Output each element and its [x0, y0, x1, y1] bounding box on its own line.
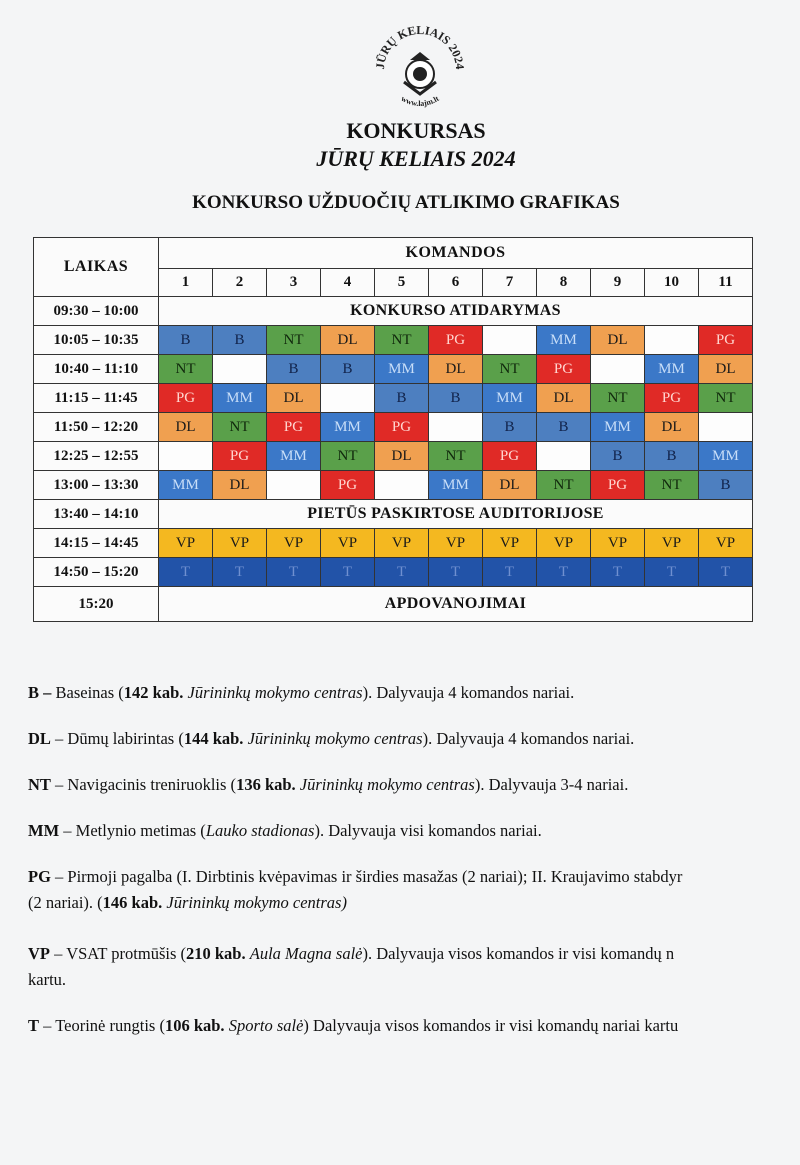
team-number: 2 — [213, 268, 267, 296]
legend-line — [28, 818, 800, 844]
task-cell: T — [375, 558, 429, 587]
event-span: PIETŪS PASKIRTOSE AUDITORIJOSE — [159, 500, 753, 529]
task-cell: B — [321, 355, 375, 384]
time-slot: 13:00 – 13:30 — [34, 471, 159, 500]
team-number: 8 — [537, 268, 591, 296]
legend-text: 146 kab. — [102, 893, 167, 912]
schedule-row — [34, 355, 753, 384]
task-cell: PG — [591, 471, 645, 500]
task-cell: VP — [159, 529, 213, 558]
schedule-row — [34, 529, 753, 558]
task-cell: PG — [375, 413, 429, 442]
legend-text: 144 kab. — [183, 729, 248, 748]
task-cell: VP — [537, 529, 591, 558]
task-cell: DL — [591, 326, 645, 355]
legend-text: B – — [28, 683, 56, 702]
legend-line — [28, 967, 800, 993]
task-cell: NT — [267, 326, 321, 355]
svg-text:www.lajm.lt — [399, 94, 440, 108]
task-cell: NT — [213, 413, 267, 442]
task-cell: NT — [375, 326, 429, 355]
task-cell — [213, 355, 267, 384]
competition-logo — [370, 22, 470, 112]
task-cell: T — [159, 558, 213, 587]
legend-text: MM — [28, 821, 60, 840]
task-cell — [483, 326, 537, 355]
task-cell: DL — [537, 384, 591, 413]
schedule-row — [34, 587, 753, 622]
logo-ring-text: JŪRŲ KELIAIS 2024 — [372, 22, 468, 70]
time-slot: 13:40 – 14:10 — [34, 500, 159, 529]
time-column-header: LAIKAS — [34, 238, 159, 297]
schedule-row — [34, 442, 753, 471]
task-cell: DL — [429, 355, 483, 384]
legend-text: T — [28, 1016, 40, 1035]
task-cell: T — [645, 558, 699, 587]
legend-text: ). Dalyvauja visos komandos ir visi komandų n — [362, 944, 675, 963]
task-cell: PG — [159, 384, 213, 413]
legend-text: kartu. — [28, 970, 67, 989]
team-number: 6 — [429, 268, 483, 296]
task-cell: VP — [267, 529, 321, 558]
task-cell: DL — [483, 471, 537, 500]
legend-line — [28, 680, 800, 706]
task-cell: MM — [159, 471, 213, 500]
schedule-row — [34, 413, 753, 442]
legend-text: ) Dalyvauja visos komandos ir visi komandų nariai kartu — [303, 1016, 679, 1035]
legend-text: DL — [28, 729, 51, 748]
task-cell — [645, 326, 699, 355]
legend-text: Lauko stadionas — [205, 821, 315, 840]
task-cell — [429, 413, 483, 442]
task-cell: PG — [537, 355, 591, 384]
task-cell: B — [213, 326, 267, 355]
task-cell: VP — [645, 529, 699, 558]
schedule-table — [33, 237, 753, 622]
task-cell: NT — [537, 471, 591, 500]
task-cell: B — [591, 442, 645, 471]
task-cell: MM — [267, 442, 321, 471]
team-number: 4 — [321, 268, 375, 296]
legend-text: ). Dalyvauja 4 komandos nariai. — [422, 729, 635, 748]
team-number: 10 — [645, 268, 699, 296]
task-cell: B — [267, 355, 321, 384]
task-cell — [267, 471, 321, 500]
task-cell: MM — [429, 471, 483, 500]
schedule-row — [34, 326, 753, 355]
task-cell — [321, 384, 375, 413]
legend-text: Jūrininkų mokymo centras — [247, 729, 423, 748]
legend-line — [28, 890, 800, 916]
task-cell: VP — [591, 529, 645, 558]
legend-text: – VSAT protmūšis ( — [50, 944, 186, 963]
task-cell: T — [483, 558, 537, 587]
time-slot: 14:50 – 15:20 — [34, 558, 159, 587]
legend-text: Jūrininkų mokymo centras — [299, 775, 475, 794]
time-slot: 14:15 – 14:45 — [34, 529, 159, 558]
legend-text: Aula Magna salė — [249, 944, 363, 963]
task-cell: MM — [537, 326, 591, 355]
task-cell: DL — [267, 384, 321, 413]
task-cell — [699, 413, 753, 442]
task-cell: DL — [159, 413, 213, 442]
task-cell — [159, 442, 213, 471]
task-cell: VP — [699, 529, 753, 558]
legend-text: 142 kab. — [123, 683, 188, 702]
schedule-title: KONKURSO UŽDUOČIŲ ATLIKIMO GRAFIKAS — [192, 192, 620, 213]
time-slot: 11:50 – 12:20 — [34, 413, 159, 442]
legend-line — [28, 1013, 800, 1039]
task-cell: NT — [159, 355, 213, 384]
time-slot: 09:30 – 10:00 — [34, 297, 159, 326]
task-cell: B — [375, 384, 429, 413]
task-cell: PG — [321, 471, 375, 500]
legend-text: 106 kab. — [164, 1016, 229, 1035]
event-title: JŪRŲ KELIAIS 2024 — [316, 146, 516, 171]
legend-text: ). Dalyvauja 3-4 nariai. — [474, 775, 629, 794]
legend-text: Jūrininkų mokymo centras) — [166, 893, 347, 912]
time-slot: 12:25 – 12:55 — [34, 442, 159, 471]
task-cell: DL — [213, 471, 267, 500]
task-cell: NT — [483, 355, 537, 384]
task-cell: NT — [645, 471, 699, 500]
team-number: 1 — [159, 268, 213, 296]
task-cell: B — [645, 442, 699, 471]
task-cell: T — [699, 558, 753, 587]
legend-text: NT — [28, 775, 51, 794]
task-cell: NT — [429, 442, 483, 471]
legend-text: 210 kab. — [186, 944, 250, 963]
task-cell: PG — [645, 384, 699, 413]
schedule-row — [34, 471, 753, 500]
task-cell: T — [591, 558, 645, 587]
task-cell: VP — [213, 529, 267, 558]
legend-text: (2 nariai). ( — [28, 893, 103, 912]
teams-header: KOMANDOS — [159, 238, 753, 269]
logo-url-text: www.lajm.lt — [399, 93, 441, 109]
legend-line — [28, 726, 800, 752]
legend-text: – Teorinė rungtis ( — [39, 1016, 165, 1035]
schedule-row — [34, 384, 753, 413]
task-cell: MM — [645, 355, 699, 384]
task-cell: VP — [483, 529, 537, 558]
time-slot: 10:40 – 11:10 — [34, 355, 159, 384]
legend-text: 136 kab. — [236, 775, 300, 794]
task-cell — [375, 471, 429, 500]
team-number: 5 — [375, 268, 429, 296]
task-cell: VP — [429, 529, 483, 558]
team-number: 7 — [483, 268, 537, 296]
schedule-row — [34, 297, 753, 326]
legend-line — [28, 941, 800, 967]
task-cell: MM — [699, 442, 753, 471]
task-cell: NT — [699, 384, 753, 413]
task-cell: VP — [321, 529, 375, 558]
legend-text: – Dūmų labirintas ( — [50, 729, 184, 748]
legend-text: – Metlynio metimas ( — [59, 821, 206, 840]
task-cell: MM — [483, 384, 537, 413]
task-cell: DL — [699, 355, 753, 384]
task-cell: PG — [483, 442, 537, 471]
task-cell — [591, 355, 645, 384]
time-slot: 15:20 — [34, 587, 159, 622]
legend-text: Sporto salė — [228, 1016, 304, 1035]
time-slot: 11:15 – 11:45 — [34, 384, 159, 413]
task-cell: T — [267, 558, 321, 587]
team-number: 3 — [267, 268, 321, 296]
legend-text: – Pirmoji pagalba (I. Dirbtinis kvėpavimas ir širdies masažas (2 nariai); II. Kraujavimo stabdyr — [50, 867, 683, 886]
legend-line — [28, 864, 800, 890]
legend-text: ). Dalyvauja visi komandos nariai. — [314, 821, 542, 840]
task-cell — [537, 442, 591, 471]
event-span: APDOVANOJIMAI — [159, 587, 753, 622]
task-cell: DL — [375, 442, 429, 471]
team-number: 9 — [591, 268, 645, 296]
task-cell: DL — [321, 326, 375, 355]
task-cell: T — [429, 558, 483, 587]
task-cell: MM — [321, 413, 375, 442]
legend-text: PG — [28, 867, 51, 886]
task-cell: VP — [375, 529, 429, 558]
time-slot: 10:05 – 10:35 — [34, 326, 159, 355]
task-cell: B — [483, 413, 537, 442]
task-cell: B — [699, 471, 753, 500]
task-cell: DL — [645, 413, 699, 442]
task-cell: NT — [591, 384, 645, 413]
task-cell: B — [159, 326, 213, 355]
legend-text: VP — [28, 944, 50, 963]
page-title: KONKURSAS — [346, 118, 486, 143]
schedule-row — [34, 558, 753, 587]
task-cell: PG — [429, 326, 483, 355]
legend-text: Jūrininkų mokymo centras — [187, 683, 363, 702]
task-cell: NT — [321, 442, 375, 471]
task-cell: PG — [267, 413, 321, 442]
task-cell: MM — [375, 355, 429, 384]
task-cell: B — [537, 413, 591, 442]
task-cell: PG — [213, 442, 267, 471]
legend-text: Baseinas ( — [55, 683, 124, 702]
task-cell: B — [429, 384, 483, 413]
team-number: 11 — [699, 268, 753, 296]
event-span: KONKURSO ATIDARYMAS — [159, 297, 753, 326]
task-cell: MM — [213, 384, 267, 413]
task-cell: T — [321, 558, 375, 587]
task-cell: PG — [699, 326, 753, 355]
legend-line — [28, 772, 800, 798]
task-cell: MM — [591, 413, 645, 442]
schedule-row — [34, 500, 753, 529]
task-cell: T — [537, 558, 591, 587]
legend-text: ). Dalyvauja 4 komandos nariai. — [362, 683, 575, 702]
task-cell: T — [213, 558, 267, 587]
legend-text: – Navigacinis treniruoklis ( — [50, 775, 237, 794]
